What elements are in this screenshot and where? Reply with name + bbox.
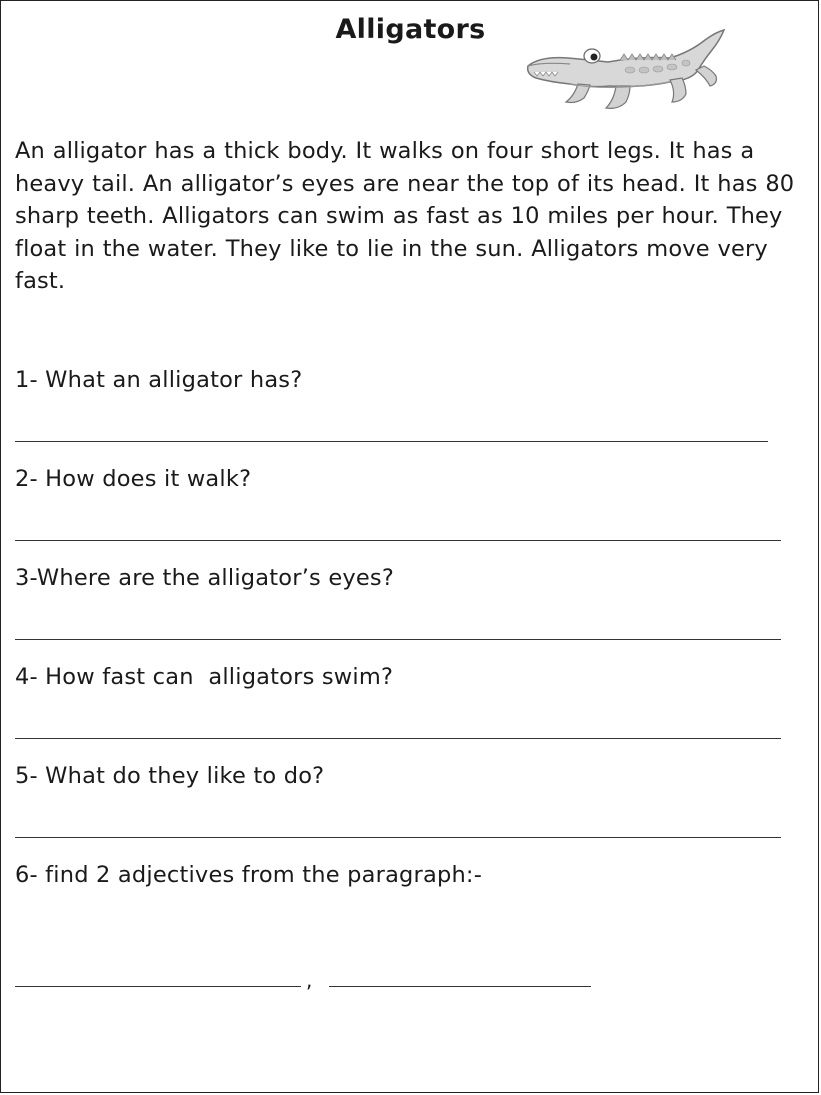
- answer-line-1[interactable]: [15, 441, 768, 442]
- alligator-illustration: [520, 22, 730, 114]
- answer-line-5[interactable]: [15, 837, 781, 838]
- question-1: 1- What an alligator has?: [15, 367, 303, 393]
- question-3: 3-Where are the alligator’s eyes?: [15, 565, 394, 591]
- question-2: 2- How does it walk?: [15, 466, 252, 492]
- worksheet-title: Alligators: [335, 14, 486, 45]
- adjective-answer-line-2[interactable]: [329, 986, 591, 987]
- answer-line-2[interactable]: [15, 540, 781, 541]
- question-6: 6- find 2 adjectives from the paragraph:-: [15, 862, 483, 888]
- answer-line-4[interactable]: [15, 738, 781, 739]
- question-5: 5- What do they like to do?: [15, 763, 325, 789]
- adjective-answer-line-1[interactable]: [15, 986, 301, 987]
- reading-passage: An alligator has a thick body. It walks on four short legs. It has a heavy tail. An alligator’s eyes are near the top of its head. It has 80 sharp teeth. Alligators can swim as fast as 10 miles per hour. They float in the water. They like to lie in the sun. Alligators move very fast.: [15, 138, 795, 294]
- answer-separator: ,: [306, 968, 313, 992]
- answer-line-3[interactable]: [15, 639, 781, 640]
- question-4: 4- How fast can alligators swim?: [15, 664, 394, 690]
